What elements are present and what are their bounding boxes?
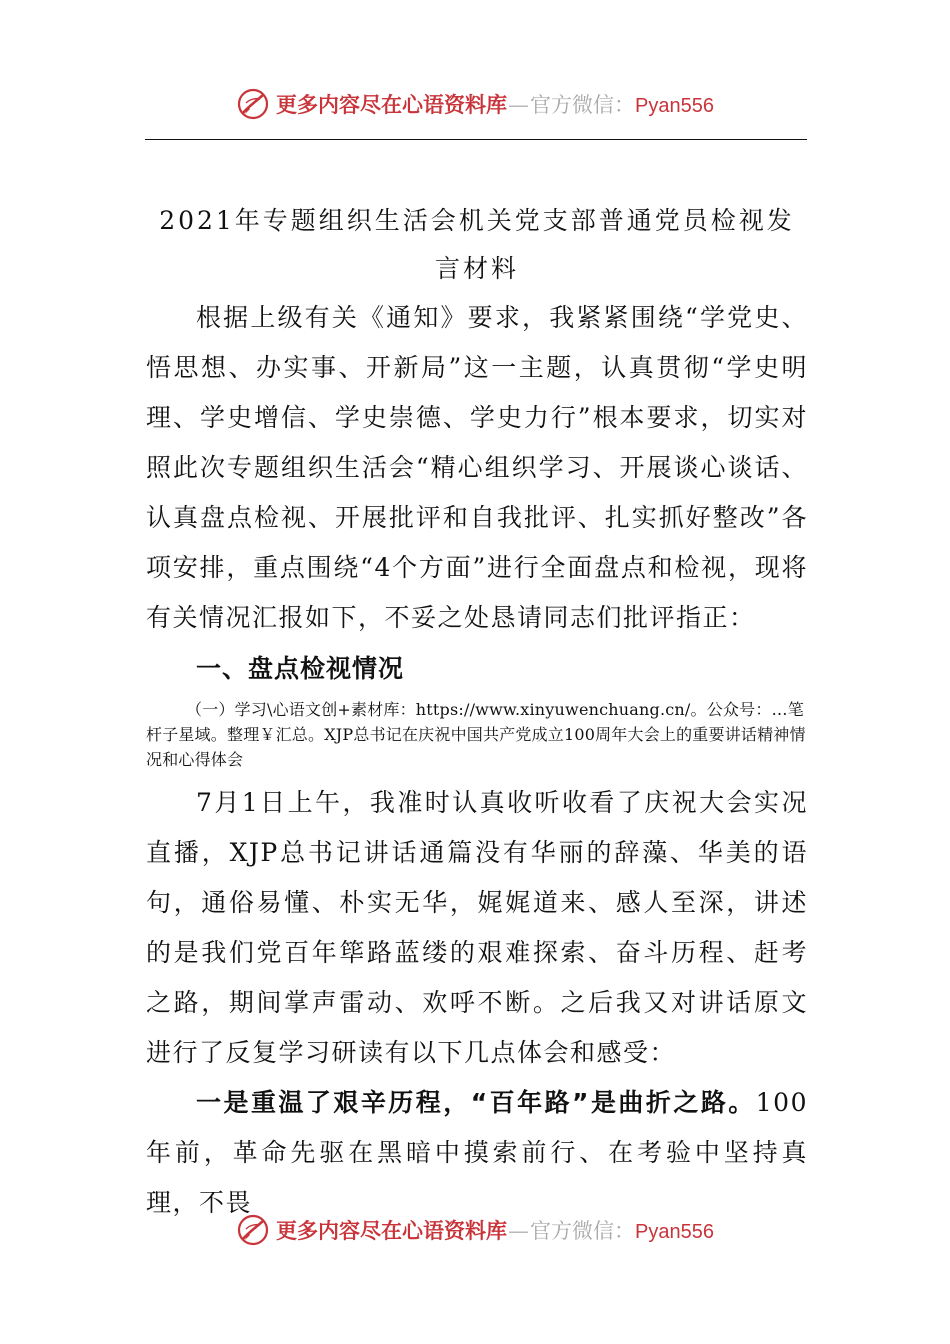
body-paragraph: 7月1日上午，我准时认真收听收看了庆祝大会实况直播，XJP总书记讲话通篇没有华丽的辞藻、华美的语句，通俗易懂、朴实无华，娓娓道来、感人至深，讲述的是我们党百年筚路蓝缕的艰难探索、奋斗历程、赶考之路，期间掌声雷动、欢呼不断。之后我又对讲话原文进行了反复学习研读有以下几点体会和感受：: [146, 788, 808, 1067]
banner-wechat-id: Pyan556: [635, 1221, 714, 1243]
banner-dash: —: [508, 93, 530, 117]
intro-paragraph: 根据上级有关《通知》要求，我紧紧围绕“学党史、悟思想、办实事、开新局”这一主题，认真贯彻“学史明理、学史增信、学史崇德、学史力行”根本要求，切实对照此次专题组织生活会“精心组织学习、开展谈心谈话、认真盘点检视、开展批评和自我批评、扎实抓好整改”各项安排，重点围绕“4个方面”进行全面盘点和检视，现将有关情况汇报如下，不妥之处恳请同志们批评指正：: [146, 303, 808, 632]
point-paragraph: [146, 1078, 808, 1228]
document-body: [146, 197, 808, 1228]
header-watermark-banner: [0, 82, 950, 126]
section-heading: 一、盘点检视情况: [196, 654, 405, 683]
banner-main-text: 更多内容尽在心语资料库: [276, 92, 508, 117]
header-divider: [145, 139, 807, 140]
banner-wechat-label: 官方微信：: [530, 93, 636, 117]
banner-wechat-id: Pyan556: [635, 95, 714, 117]
banner-dash: —: [508, 1219, 530, 1243]
subsection-heading: （一）学习\心语文创+素材库：https://www.xinyuwenchuang.cn/。公众号：…笔杆子星域。整理￥汇总。XJP总书记在庆祝中国共产党成立100周年大会上的重要讲话精神情况和心得体会: [146, 700, 806, 769]
footer-watermark-banner: [0, 1208, 950, 1252]
banner-main-text: 更多内容尽在心语资料库: [276, 1218, 508, 1243]
banner-wechat-label: 官方微信：: [530, 1219, 636, 1243]
pen-logo-icon: [236, 87, 270, 121]
pen-logo-icon: [236, 1213, 270, 1247]
point-lead: 一是重温了艰辛历程，“百年路”是曲折之路。: [196, 1088, 756, 1117]
document-title: 2021年专题组织生活会机关党支部普通党员检视发言材料: [159, 206, 795, 283]
point-text: 100年前，革命先驱在黑暗中摸索前行、在考验中坚持真理，不畏: [146, 1088, 808, 1217]
